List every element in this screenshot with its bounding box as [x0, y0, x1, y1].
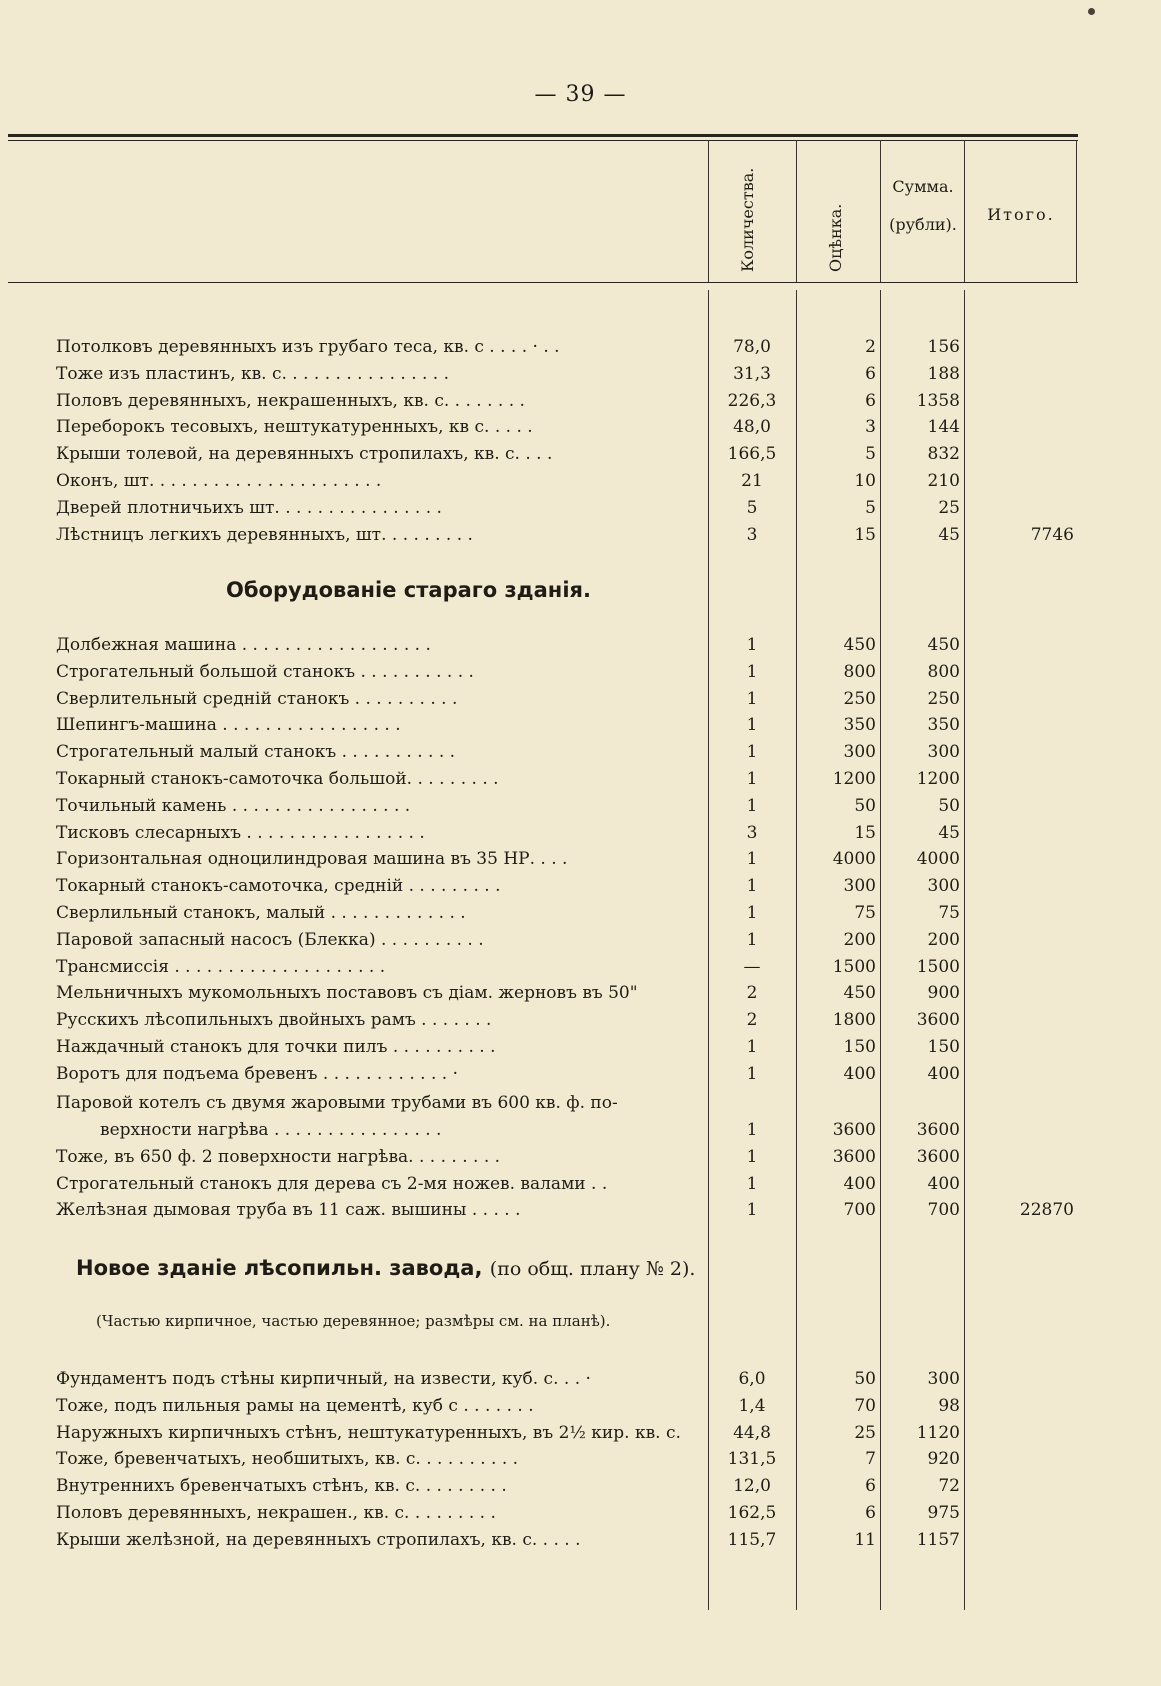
- table-row: [0, 846, 1161, 872]
- row-quantity: 48,0: [733, 417, 771, 438]
- table-row: [0, 927, 1161, 953]
- row-rate: 50: [854, 795, 876, 816]
- row-sum: 3600: [916, 1010, 960, 1031]
- row-description: Воротъ для подъема бревенъ . . . . . . . . . . . . ·: [56, 1063, 458, 1084]
- row-sum: 98: [938, 1395, 960, 1416]
- row-description: Русскихъ лѣсопильныхъ двойныхъ рамъ . . . . . . .: [56, 1010, 492, 1031]
- section-title-old-equipment: Оборудованіе стараго зданія.: [226, 578, 591, 602]
- row-sum: 210: [927, 471, 960, 491]
- row-rate: 25: [854, 1422, 876, 1443]
- row-rate: 11: [854, 1529, 876, 1550]
- row-rate: 75: [854, 903, 876, 923]
- row-sum: 75: [938, 903, 960, 923]
- row-quantity: 1: [746, 1173, 758, 1194]
- row-total: 7746: [1030, 524, 1074, 545]
- row-rate: 7: [865, 1449, 876, 1470]
- row-description: Строгательный малый станокъ . . . . . . . . . . .: [56, 742, 456, 763]
- row-rate: 10: [854, 471, 876, 491]
- table-row: [0, 468, 1161, 494]
- row-description: Крыши толевой, на деревянныхъ стропилахъ, кв. с. . . .: [56, 444, 553, 465]
- header-quantity: Количества.: [738, 167, 757, 272]
- row-quantity: 1: [746, 769, 758, 789]
- column-divider: [708, 140, 709, 282]
- row-description: Паровой котелъ съ двумя жаровыми трубами въ 600 кв. ф. по-: [56, 1093, 618, 1113]
- row-sum: 50: [938, 795, 960, 816]
- table-row: [0, 522, 1161, 548]
- row-description: Потолковъ деревянныхъ изъ грубаго теса, кв. с . . . . · . .: [56, 337, 560, 357]
- row-rate: 3: [865, 417, 876, 438]
- section-subtitle: (Частью кирпичное, частью деревянное; размѣры см. на планѣ).: [96, 1312, 611, 1330]
- row-description: Наждачный станокъ для точки пилъ . . . . . . . . . .: [56, 1037, 496, 1057]
- table-row: [0, 441, 1161, 467]
- table-row: [0, 632, 1161, 658]
- row-sum: 1157: [916, 1529, 960, 1550]
- table-row: [0, 1197, 1161, 1223]
- table-row: [0, 1393, 1161, 1419]
- row-rate: 6: [865, 1503, 876, 1523]
- row-sum: 72: [938, 1476, 960, 1497]
- row-description: Долбежная машина . . . . . . . . . . . . . . . . . .: [56, 635, 431, 655]
- row-rate: 5: [865, 497, 876, 518]
- row-sum: 920: [927, 1449, 960, 1470]
- row-rate: 450: [843, 635, 876, 655]
- table-row: [0, 980, 1161, 1006]
- row-quantity: 162,5: [727, 1503, 777, 1523]
- table-row: [0, 1527, 1161, 1553]
- column-divider: [796, 140, 797, 282]
- table-top-rule: [8, 134, 1078, 137]
- row-quantity: 1: [746, 661, 758, 682]
- row-description: Строгательный станокъ для дерева съ 2-мя ножев. валами . .: [56, 1173, 608, 1194]
- row-description: Тоже изъ пластинъ, кв. с. . . . . . . . . . . . . . . .: [56, 363, 450, 384]
- row-rate: 4000: [832, 849, 876, 870]
- row-rate: 15: [854, 524, 876, 545]
- table-top-rule-thin: [8, 140, 1078, 141]
- row-description: верхности нагрѣва . . . . . . . . . . . . . . . .: [100, 1120, 442, 1140]
- table-row: [0, 1446, 1161, 1472]
- row-sum: 1120: [916, 1422, 960, 1443]
- row-sum: 350: [927, 715, 960, 736]
- table-row: [0, 954, 1161, 980]
- row-description: Тоже, бревенчатыхъ, необшитыхъ, кв. с. . . . . . . . . .: [56, 1449, 519, 1470]
- row-quantity: 1: [746, 1037, 758, 1057]
- row-rate: 450: [843, 983, 876, 1004]
- row-sum: 45: [938, 822, 960, 843]
- table-row: [0, 1366, 1161, 1392]
- table-row: [0, 1117, 1161, 1143]
- ink-speck: [1088, 8, 1095, 15]
- row-rate: 400: [843, 1063, 876, 1084]
- row-description: Сверлильный станокъ, малый . . . . . . . . . . . . .: [56, 903, 466, 923]
- row-rate: 70: [854, 1395, 876, 1416]
- row-sum: 3600: [916, 1120, 960, 1140]
- row-rate: 400: [843, 1173, 876, 1194]
- table-row: [0, 414, 1161, 440]
- row-rate: 300: [843, 876, 876, 897]
- row-description: Наружныхъ кирпичныхъ стѣнъ, нештукатуренныхъ, въ 2½ кир. кв. с.: [56, 1422, 681, 1443]
- table-row: [0, 495, 1161, 521]
- table-row: [0, 659, 1161, 685]
- row-sum: 250: [927, 688, 960, 709]
- row-rate: 6: [865, 363, 876, 384]
- row-sum: 800: [927, 661, 960, 682]
- row-sum: 150: [927, 1037, 960, 1057]
- row-description: Тисковъ слесарныхъ . . . . . . . . . . . . . . . . .: [56, 822, 425, 843]
- row-sum: 832: [927, 444, 960, 465]
- table-row: [0, 361, 1161, 387]
- row-description: Переборокъ тесовыхъ, нештукатуренныхъ, кв с. . . . .: [56, 417, 533, 438]
- row-quantity: 31,3: [733, 363, 771, 384]
- row-quantity: 21: [741, 471, 763, 491]
- row-description: Фундаментъ подъ стѣны кирпичный, на извести, куб. с. . . ·: [56, 1369, 591, 1389]
- row-quantity: 226,3: [727, 390, 777, 411]
- row-sum: 1358: [916, 390, 960, 411]
- row-description: Паровой запасный насосъ (Блекка) . . . . . . . . . .: [56, 929, 484, 950]
- row-quantity: 2: [746, 1010, 758, 1031]
- row-quantity: 1: [746, 635, 758, 655]
- row-total: 22870: [1019, 1200, 1074, 1221]
- row-description: Половъ деревянныхъ, некрашен., кв. с. . . . . . . . .: [56, 1503, 496, 1523]
- row-description: Тоже, въ 650 ф. 2 поверхности нагрѣва. . . . . . . . .: [56, 1146, 501, 1167]
- row-description: Шепингъ-машина . . . . . . . . . . . . . . . . .: [56, 715, 401, 736]
- row-sum: 4000: [916, 849, 960, 870]
- row-quantity: 1: [746, 742, 758, 763]
- table-row: [0, 388, 1161, 414]
- row-quantity: 1,4: [738, 1395, 766, 1416]
- row-description: Тоже, подъ пильныя рамы на цементѣ, куб с . . . . . . .: [56, 1395, 534, 1416]
- row-sum: 188: [927, 363, 960, 384]
- row-description: Половъ деревянныхъ, некрашенныхъ, кв. с. . . . . . . .: [56, 390, 525, 411]
- row-sum: 400: [927, 1173, 960, 1194]
- row-sum: 200: [927, 929, 960, 950]
- row-description: Мельничныхъ мукомольныхъ поставовъ съ діам. жерновъ въ 50": [56, 983, 638, 1004]
- row-rate: 3600: [832, 1120, 876, 1140]
- row-quantity: 1: [746, 1200, 758, 1221]
- row-rate: 150: [843, 1037, 876, 1057]
- row-sum: 975: [927, 1503, 960, 1523]
- row-description: Оконъ, шт. . . . . . . . . . . . . . . . . . . . . .: [56, 471, 382, 491]
- row-rate: 300: [843, 742, 876, 763]
- row-quantity: 115,7: [727, 1529, 777, 1550]
- table-row: [0, 793, 1161, 819]
- row-description: Трансмиссія . . . . . . . . . . . . . . . . . . . .: [56, 956, 386, 977]
- row-quantity: 12,0: [733, 1476, 771, 1497]
- row-quantity: 1: [746, 688, 758, 709]
- table-row: [0, 873, 1161, 899]
- row-sum: 25: [938, 497, 960, 518]
- section-plan-note: (по общ. плану № 2).: [489, 1258, 696, 1280]
- row-quantity: 1: [746, 929, 758, 950]
- table-row: [0, 1420, 1161, 1446]
- row-rate: 2: [865, 337, 876, 357]
- row-description: Внутреннихъ бревенчатыхъ стѣнъ, кв. с. . . . . . . . .: [56, 1476, 507, 1497]
- table-row-boiler-line1: [0, 1090, 1161, 1116]
- row-sum: 300: [927, 876, 960, 897]
- row-quantity: 1: [746, 1120, 758, 1140]
- table-row: [0, 334, 1161, 360]
- row-rate: 15: [854, 822, 876, 843]
- row-quantity: 1: [746, 1063, 758, 1084]
- header-sum-line2: (рубли).: [889, 215, 957, 234]
- table-row: [0, 1171, 1161, 1197]
- row-description: Строгательный большой станокъ . . . . . . . . . . .: [56, 661, 474, 682]
- table-row: [0, 739, 1161, 765]
- row-quantity: 2: [746, 983, 758, 1004]
- row-rate: 6: [865, 390, 876, 411]
- table-row: [0, 900, 1161, 926]
- row-rate: 200: [843, 929, 876, 950]
- row-rate: 1200: [832, 769, 876, 789]
- row-quantity: 166,5: [727, 444, 777, 465]
- section-title-text: Новое зданіе лѣсопильн. завода,: [76, 1256, 483, 1280]
- row-rate: 6: [865, 1476, 876, 1497]
- row-quantity: 1: [746, 903, 758, 923]
- header-bottom-rule: [8, 282, 1078, 283]
- row-rate: 5: [865, 444, 876, 465]
- table-row: [0, 1500, 1161, 1526]
- row-rate: 350: [843, 715, 876, 736]
- table-row: [0, 820, 1161, 846]
- table-row: [0, 1473, 1161, 1499]
- table-row: [0, 1034, 1161, 1060]
- row-rate: 50: [854, 1369, 876, 1389]
- row-quantity: 1: [746, 795, 758, 816]
- row-description: Желѣзная дымовая труба въ 11 саж. вышины . . . . .: [56, 1200, 521, 1221]
- row-quantity: —: [743, 956, 761, 977]
- row-rate: 1800: [832, 1010, 876, 1031]
- row-description: Крыши желѣзной, на деревянныхъ стропилахъ, кв. с. . . . .: [56, 1529, 581, 1550]
- header-sum: [882, 168, 964, 244]
- row-rate: 1500: [832, 956, 876, 977]
- table-row: [0, 712, 1161, 738]
- row-sum: 300: [927, 1369, 960, 1389]
- header-rate: Оцѣнка.: [826, 203, 845, 272]
- row-quantity: 3: [746, 822, 758, 843]
- row-quantity: 1: [746, 876, 758, 897]
- row-sum: 700: [927, 1200, 960, 1221]
- row-sum: 3600: [916, 1146, 960, 1167]
- section-title-new-building: [76, 1256, 695, 1280]
- row-quantity: 44,8: [733, 1422, 771, 1443]
- column-divider: [964, 140, 965, 282]
- row-description: Токарный станокъ-самоточка большой. . . . . . . . .: [56, 769, 499, 789]
- row-rate: 250: [843, 688, 876, 709]
- row-rate: 3600: [832, 1146, 876, 1167]
- table-row: [0, 1061, 1161, 1087]
- page-number: — 39 —: [534, 82, 627, 107]
- row-sum: 156: [927, 337, 960, 357]
- row-sum: 400: [927, 1063, 960, 1084]
- row-quantity: 131,5: [727, 1449, 777, 1470]
- row-quantity: 1: [746, 849, 758, 870]
- row-rate: 800: [843, 661, 876, 682]
- row-quantity: 3: [746, 524, 758, 545]
- row-description: Сверлительный средній станокъ . . . . . . . . . .: [56, 688, 458, 709]
- row-sum: 144: [927, 417, 960, 438]
- row-sum: 1200: [916, 769, 960, 789]
- row-quantity: 5: [746, 497, 758, 518]
- header-sum-line1: Сумма.: [892, 177, 954, 196]
- column-divider: [880, 140, 881, 282]
- row-description: Лѣстницъ легкихъ деревянныхъ, шт. . . . . . . . .: [56, 524, 473, 545]
- table-row: [0, 766, 1161, 792]
- row-rate: 700: [843, 1200, 876, 1221]
- row-quantity: 78,0: [733, 337, 771, 357]
- row-quantity: 1: [746, 715, 758, 736]
- table-row: [0, 1007, 1161, 1033]
- row-sum: 1500: [916, 956, 960, 977]
- row-sum: 900: [927, 983, 960, 1004]
- row-quantity: 1: [746, 1146, 758, 1167]
- row-sum: 45: [938, 524, 960, 545]
- row-sum: 300: [927, 742, 960, 763]
- row-sum: 450: [927, 635, 960, 655]
- table-row: [0, 686, 1161, 712]
- table-row: [0, 1144, 1161, 1170]
- row-quantity: 6,0: [738, 1369, 766, 1389]
- column-divider: [1076, 140, 1077, 282]
- row-description: Дверей плотничьихъ шт. . . . . . . . . . . . . . . .: [56, 497, 442, 518]
- row-description: Точильный камень . . . . . . . . . . . . . . . . .: [56, 795, 411, 816]
- row-description: Горизонтальная одноцилиндровая машина въ 35 НР. . . .: [56, 849, 568, 870]
- row-description: Токарный станокъ-самоточка, средній . . . . . . . . .: [56, 876, 501, 897]
- header-total: Итого.: [987, 205, 1055, 224]
